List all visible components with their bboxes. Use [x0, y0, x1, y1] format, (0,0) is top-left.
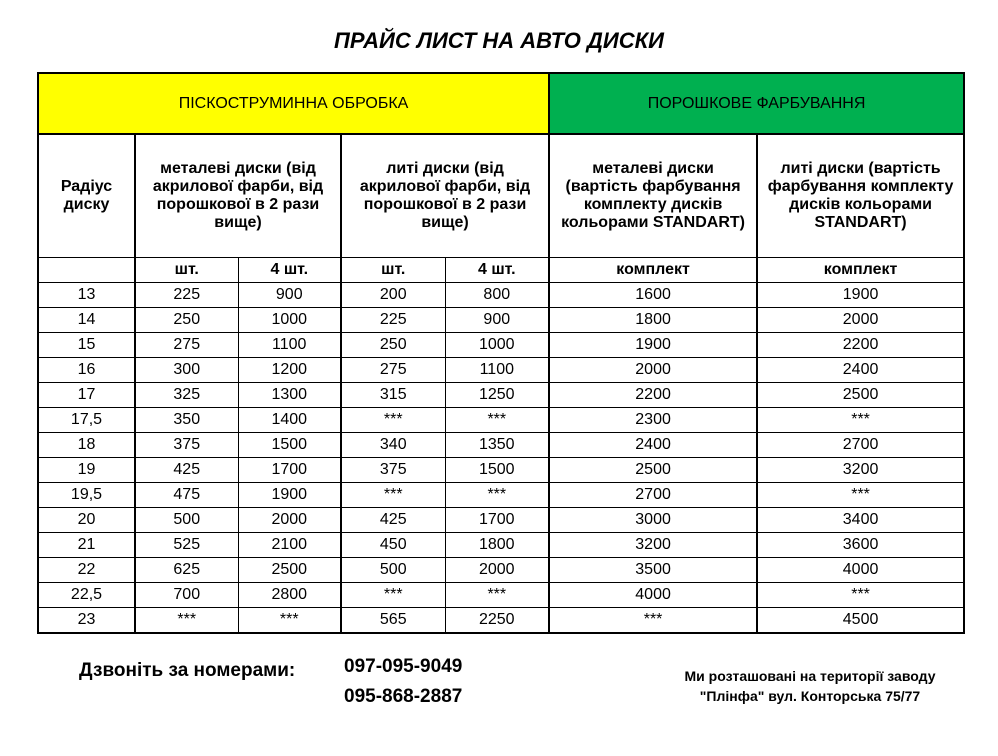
cell-metal-sand-4pcs: 1500: [238, 433, 341, 458]
cell-metal-sand-4pcs: 1100: [238, 333, 341, 358]
cell-cast-powder-set: 2400: [757, 358, 964, 383]
subheader-pcs: шт.: [135, 258, 238, 283]
cell-cast-sand-4pcs: 2000: [445, 558, 549, 583]
cell-metal-powder-set: 1900: [549, 333, 757, 358]
address: [660, 666, 960, 706]
header-radius: Радіус диску: [38, 134, 135, 258]
table-row: [38, 333, 964, 358]
table-row: [38, 433, 964, 458]
cell-metal-powder-set: 2000: [549, 358, 757, 383]
cell-cast-sand-pcs: 200: [341, 283, 445, 308]
header-metal-powder: металеві диски (вартість фарбування комплекту дисків кольорами STANDART): [549, 134, 757, 258]
cell-metal-sand-4pcs: 1900: [238, 483, 341, 508]
cell-metal-sand-4pcs: 2000: [238, 508, 341, 533]
cell-metal-sand-4pcs: 2800: [238, 583, 341, 608]
cell-cast-sand-4pcs: 1100: [445, 358, 549, 383]
table-row: [38, 608, 964, 634]
cell-metal-sand-pcs: 350: [135, 408, 238, 433]
cell-cast-sand-pcs: 425: [341, 508, 445, 533]
cell-metal-powder-set: 4000: [549, 583, 757, 608]
cell-metal-sand-4pcs: 1300: [238, 383, 341, 408]
cell-cast-powder-set: 4500: [757, 608, 964, 634]
header-metal-sandblast: металеві диски (від акрилової фарби, від порошкової в 2 рази вище): [135, 134, 341, 258]
cell-radius: 21: [38, 533, 135, 558]
cell-cast-sand-pcs: 500: [341, 558, 445, 583]
table-row: [38, 508, 964, 533]
cell-radius: 19,5: [38, 483, 135, 508]
cell-cast-powder-set: ***: [757, 408, 964, 433]
cell-radius: 18: [38, 433, 135, 458]
subheader-set: комплект: [549, 258, 757, 283]
section-sandblast: ПІСКОСТРУМИННА ОБРОБКА: [38, 73, 549, 134]
table-row: [38, 483, 964, 508]
cell-cast-sand-4pcs: 1500: [445, 458, 549, 483]
cell-radius: 22,5: [38, 583, 135, 608]
cell-cast-powder-set: ***: [757, 483, 964, 508]
table-row: [38, 533, 964, 558]
cell-metal-sand-4pcs: 900: [238, 283, 341, 308]
cell-metal-sand-pcs: 300: [135, 358, 238, 383]
cell-metal-sand-pcs: 225: [135, 283, 238, 308]
call-label: Дзвоніть за номерами:: [79, 660, 296, 681]
cell-cast-sand-pcs: 250: [341, 333, 445, 358]
cell-metal-sand-pcs: 700: [135, 583, 238, 608]
table-row: [38, 408, 964, 433]
cell-metal-sand-pcs: 375: [135, 433, 238, 458]
cell-cast-sand-pcs: 450: [341, 533, 445, 558]
cell-cast-sand-4pcs: 1700: [445, 508, 549, 533]
cell-metal-sand-pcs: 250: [135, 308, 238, 333]
cell-metal-powder-set: 3500: [549, 558, 757, 583]
cell-metal-sand-pcs: 500: [135, 508, 238, 533]
cell-metal-powder-set: 3200: [549, 533, 757, 558]
cell-metal-sand-4pcs: 2500: [238, 558, 341, 583]
cell-metal-sand-pcs: ***: [135, 608, 238, 634]
phone-number-1: 097-095-9049: [344, 656, 463, 677]
cell-radius: 14: [38, 308, 135, 333]
cell-cast-sand-pcs: 315: [341, 383, 445, 408]
cell-cast-powder-set: 1900: [757, 283, 964, 308]
address-line-2: "Плінфа" вул. Конторська 75/77: [699, 688, 921, 704]
cell-cast-powder-set: 3400: [757, 508, 964, 533]
cell-metal-sand-pcs: 625: [135, 558, 238, 583]
cell-cast-sand-pcs: ***: [341, 583, 445, 608]
cell-cast-sand-4pcs: 1250: [445, 383, 549, 408]
subheader-pcs: шт.: [341, 258, 445, 283]
cell-cast-sand-4pcs: ***: [445, 408, 549, 433]
table-row: [38, 583, 964, 608]
cell-metal-sand-pcs: 475: [135, 483, 238, 508]
cell-cast-sand-4pcs: ***: [445, 583, 549, 608]
subheader-four-pcs: 4 шт.: [445, 258, 549, 283]
cell-cast-powder-set: 3600: [757, 533, 964, 558]
cell-cast-powder-set: 2200: [757, 333, 964, 358]
address-line-1: Ми розташовані на території заводу: [684, 668, 936, 684]
cell-metal-sand-4pcs: 1200: [238, 358, 341, 383]
cell-metal-sand-4pcs: 1400: [238, 408, 341, 433]
cell-cast-sand-pcs: 275: [341, 358, 445, 383]
cell-radius: 16: [38, 358, 135, 383]
table-row: [38, 358, 964, 383]
cell-radius: 20: [38, 508, 135, 533]
cell-cast-sand-4pcs: 1350: [445, 433, 549, 458]
table-row: [38, 383, 964, 408]
cell-radius: 13: [38, 283, 135, 308]
cell-metal-sand-4pcs: ***: [238, 608, 341, 634]
cell-radius: 23: [38, 608, 135, 634]
cell-radius: 22: [38, 558, 135, 583]
table-row: [38, 558, 964, 583]
cell-metal-powder-set: 2700: [549, 483, 757, 508]
cell-metal-sand-4pcs: 1700: [238, 458, 341, 483]
cell-cast-sand-4pcs: ***: [445, 483, 549, 508]
section-header-row: [38, 73, 964, 134]
cell-cast-sand-pcs: 565: [341, 608, 445, 634]
cell-metal-powder-set: 1600: [549, 283, 757, 308]
price-table: [37, 72, 965, 634]
cell-radius: 17: [38, 383, 135, 408]
cell-metal-powder-set: ***: [549, 608, 757, 634]
cell-metal-sand-pcs: 425: [135, 458, 238, 483]
cell-cast-powder-set: 3200: [757, 458, 964, 483]
cell-metal-sand-pcs: 275: [135, 333, 238, 358]
cell-metal-sand-4pcs: 2100: [238, 533, 341, 558]
cell-radius: 19: [38, 458, 135, 483]
table-row: [38, 458, 964, 483]
cell-cast-sand-4pcs: 800: [445, 283, 549, 308]
cell-cast-powder-set: 2700: [757, 433, 964, 458]
phone-number-2: 095-868-2887: [344, 686, 463, 707]
cell-metal-powder-set: 2200: [549, 383, 757, 408]
subheader-set: комплект: [757, 258, 964, 283]
cell-cast-sand-pcs: 375: [341, 458, 445, 483]
cell-cast-sand-pcs: ***: [341, 408, 445, 433]
header-cast-sandblast: литі диски (від акрилової фарби, від порошкової в 2 рази вище): [341, 134, 549, 258]
cell-metal-powder-set: 1800: [549, 308, 757, 333]
cell-cast-powder-set: 4000: [757, 558, 964, 583]
cell-metal-powder-set: 2400: [549, 433, 757, 458]
price-rows: [38, 283, 964, 634]
cell-metal-sand-4pcs: 1000: [238, 308, 341, 333]
cell-metal-sand-pcs: 325: [135, 383, 238, 408]
cell-cast-sand-4pcs: 900: [445, 308, 549, 333]
header-cast-powder: литі диски (вартість фарбування комплекту дисків кольорами STANDART): [757, 134, 964, 258]
cell-cast-sand-pcs: ***: [341, 483, 445, 508]
subheader-four-pcs: 4 шт.: [238, 258, 341, 283]
cell-cast-sand-pcs: 340: [341, 433, 445, 458]
cell-metal-sand-pcs: 525: [135, 533, 238, 558]
cell-metal-powder-set: 3000: [549, 508, 757, 533]
cell-metal-powder-set: 2300: [549, 408, 757, 433]
cell-cast-powder-set: 2500: [757, 383, 964, 408]
cell-radius: 17,5: [38, 408, 135, 433]
cell-cast-sand-4pcs: 1800: [445, 533, 549, 558]
page-title: ПРАЙС ЛИСТ НА АВТО ДИСКИ: [334, 28, 664, 53]
table-row: [38, 283, 964, 308]
section-powder: ПОРОШКОВЕ ФАРБУВАННЯ: [549, 73, 964, 134]
subheader-empty: [38, 258, 135, 283]
cell-radius: 15: [38, 333, 135, 358]
cell-cast-sand-pcs: 225: [341, 308, 445, 333]
cell-cast-powder-set: ***: [757, 583, 964, 608]
cell-cast-sand-4pcs: 2250: [445, 608, 549, 634]
cell-cast-powder-set: 2000: [757, 308, 964, 333]
cell-metal-powder-set: 2500: [549, 458, 757, 483]
subheader-row: [38, 258, 964, 283]
column-header-row: [38, 134, 964, 258]
table-row: [38, 308, 964, 333]
cell-cast-sand-4pcs: 1000: [445, 333, 549, 358]
